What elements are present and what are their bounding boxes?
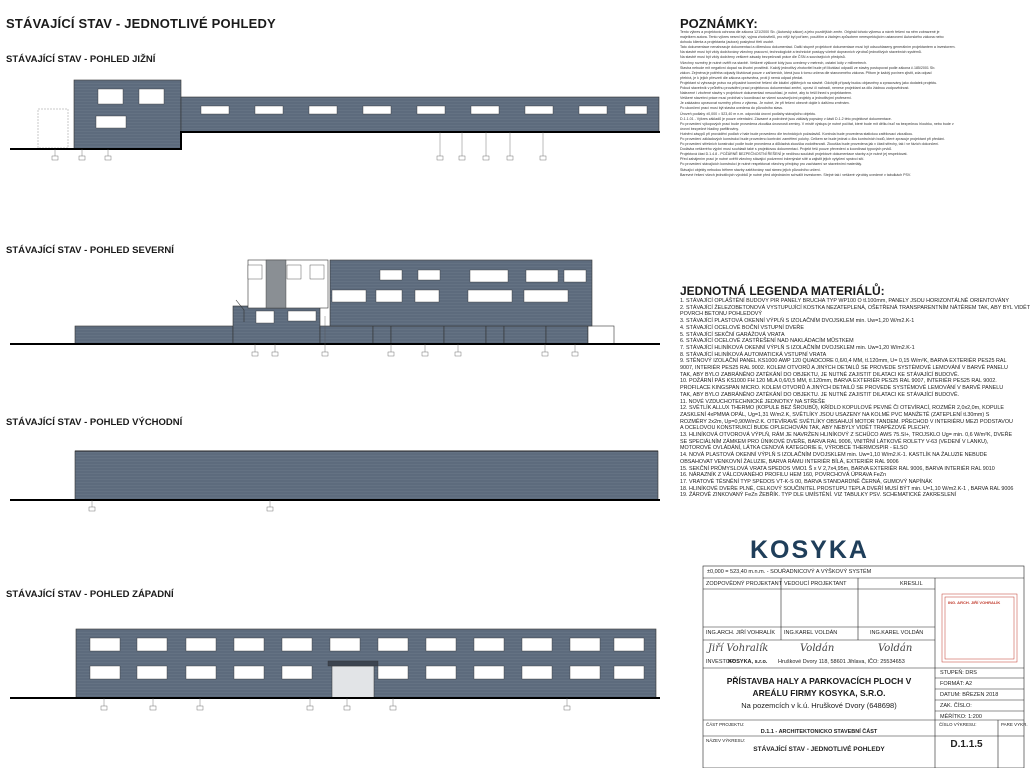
note-item: dohodu klienta a projektanta (autora) poskytnut třetí osobě. (680, 40, 775, 45)
note-item: Barevné řešení všech jednotlivých výrobků je nutné před objednáním schválit investorem. Stejné tak i veškeré výrobky uvedené v tabulkách PSV. (680, 172, 911, 177)
project-title-line-2: AREÁLU FIRMY KOSYKA, S.R.O. (752, 688, 886, 698)
note-item: Pokud stavebník v průběhu provádění prací projektovou dokumentaci změní, upraví či nahradí, nenese projektant za dílo žádnou zodpovědnost. (680, 86, 910, 91)
notes-title: POZNÁMKY: (680, 16, 758, 31)
sheet-title: STÁVAJÍCÍ STAV - JEDNOTLIVÉ POHLEDY (753, 746, 885, 753)
investor-label: INVESTOR: (706, 659, 736, 665)
drawing-number-label: ČÍSLO VÝKRESU: (939, 722, 977, 727)
note-item: Po ukončení prací musí být stavba uvedena do původního stavu. (680, 106, 784, 111)
legend-item: 11. NOVÉ VZDUCHOTECHNICKÉ JEDNOTKY NA STŘEŠE (680, 398, 826, 405)
date: DATUM: BŘEZEN 2018 (940, 692, 999, 698)
col1-header: ZODPOVĚDNÝ PROJEKTANT (706, 581, 782, 587)
legend-item: PROFILACE KINGSPAN MICRO. KOLEM OTVORŮ A JINÝCH DETAILŮ SE PROVEDE SYSTÉMOVÉ LEMOVÁNÍ V BARVĚ PANELU (680, 385, 1004, 392)
legend-item: MOTOROVÉ OVLÁDÁNÍ, LÁTKA CENOVÁ KATEGORIE E, VÝROBCE THERMOSPIR - ELSO (680, 445, 908, 452)
part-value: D.1.1 - ARCHITEKTONICKO STAVEBNÍ ČÁST (760, 729, 878, 735)
investor-name: KOSYKA, s.r.o. (728, 659, 768, 665)
note-item: Po provedení výkopových prací bude provedena zkouška únosnosti zeminy. V místě výstupu je nutné počítat, které bude mít dělku buď na bezpečnou hloubku, nebo bude v (680, 121, 954, 126)
west-elevation (10, 629, 660, 710)
legend-item: 7. STÁVAJÍCÍ HLINÍKOVÁ OKENNÍ VÝPLŇ S IZOLAČNÍM DVOJSKLEM min. Uw=1,20 W/m2.K-1 (680, 344, 915, 351)
note-item: Stavba nebude mít negativní dopad na životní prostředí. Každý jednotlivý zhotovitel bude při likvidaci odpadů ze stavby postupovat podle zákona č.185/2001 Sb. (680, 65, 936, 70)
legend-item: 10. POŽÁRNÍ PÁS KS1000 FH 120 MLA 0,6/0,5 MM, tl.120mm, BARVA EXTERIÉR PES25 RAL 9007, INTERIÉR PES25 RAL 9002. (680, 378, 997, 385)
view-title-north: STÁVAJÍCÍ STAV - POHLED SEVERNÍ (6, 245, 174, 256)
note-item: D.1.1.01 - Výkres základů je pouze orientační. Závazné a podrobné jsou základy popsány v části D.1.2 této projektové dokumentace. (680, 116, 892, 121)
col3-header: KRESLIL (900, 581, 923, 587)
note-item: Po provedení stávajících konstrukcí je nutné respektovat všechny předpisy pro zacházení se stavebními materiály. (680, 162, 862, 167)
legend-item: A OCELOVOU KONSTRUKCÍ BUDE OPLECHOVÁN TAK, ABY NEBYLY VIDĚT TRAPÉZOVÉ PLECHY. (680, 425, 930, 432)
legend-item: ZASKLENÍ 4xPMMA OPÁL, Ug=1,31 W/m2.K, SVĚTLÍKY JSOU USAZENY NA KOLMÉ PVC MANŽETĚ (ZATEPLENÍ tl.30mm) S (680, 411, 990, 418)
legend-item: OBSAHOVAT VENKOVNÍ ŽALUZIE, BARVA RÁMU INTERIÉR BÍLÁ, EXTERIÉR RAL 9006 (680, 458, 899, 465)
north-elevation (10, 260, 660, 356)
east-elevation (10, 451, 660, 511)
legend-item: ROZMĚRY 2x2m, Up=0,90W/m2.K. OTEVÍRAVÉ SVĚTLÍKY OBSAHUJÍ MOTOR TANDEM. PŘECHOD V INTERIÉRU MEZI PODSTAVOU (680, 418, 1013, 425)
scale: MĚŘÍTKO: 1:200 (940, 714, 982, 720)
legend-item: SE SPECIÁLNÍM ZÁMKEM PRO ÚNIKOVÉ DVEŘE, BARVA RAL 9006, VNITŘNÍ LÁTKOVÉ ROLETY V-63 (VEDENÍ V LANKU), (680, 438, 989, 445)
note-item: Je zakázáno upravovat rozměry přímo z výkresu. Je nutné, že při řešení obecně dojde k dalšímu změnám. (680, 101, 850, 106)
part-label: ČÁST PROJEKTU: (706, 722, 745, 727)
legend-item: 13. HLINÍKOVÁ OTVOROVÁ VÝPLŇ, RÁM JE NAVRŽEN HLINÍKOVÝ Z SCHÜCO AWS 75.SI+, TROJSKLO Ug= min. 0,6 W/m²K, DVEŘE (680, 432, 1013, 439)
legend-item: 9. STĚNOVÝ IZOLAČNÍ PANEL KS1000 AWP 120 QUADCORE 0,6/0,4 MM, tl.120mm, U= 0,15 W/m²K, BARVA EXTERIÉR PES25 RAL (680, 358, 1007, 365)
legend-item: TAK, ABY BYLO ZABRÁNĚNO ZATÉKÁNÍ DO OBJEKTU. JE NUTNÉ ZAJISTIT DILATACI KE STÁVAJÍCÍ BUDOVĚ. (680, 391, 960, 398)
note-item: Stávající objekty nebudou během stavby zatěžovány nad rámec jejich původního určení. (680, 167, 821, 172)
note-item: Před zahájením prací je nutné ověřit všechny stávající podzemní inženýrské sítě a zajistit jejich vytyčení správci sítí. (680, 157, 865, 162)
legend-item: 4. STÁVAJÍCÍ OCELOVÉ BOČNÍ VSTUPNÍ DVEŘE (680, 324, 804, 331)
legend-item: 18. HLINÍKOVÉ DVEŘE PLNÉ, CELKOVÝ SOUČINITEL PROSTUPU TEPLA DVEŘÍ MUSÍ BÝT min. U=1,10 W/m2.K-1 , BARVA RAL 9006 (680, 485, 1014, 492)
note-item: Tento výkres a projektová ochrana dle zákona 121/2000 Sb. (Autorský zákon) a jeho pozdějších změn. Originál tohoto výkresu a návrh řešení na něm zobrazené je (680, 30, 940, 34)
col2-header: VEDOUCÍ PROJEKTANT (784, 581, 847, 587)
legend-item: 8. STÁVAJÍCÍ HLINÍKOVÁ AUTOMATICKÁ VSTUPNÍ VRATA (680, 351, 827, 358)
legend-title: JEDNOTNÁ LEGENDA MATERIÁLŮ: (680, 284, 885, 298)
note-item: Po provedení základových konstrukcí bude provedeno kontrolní zaměření polohy. Celkem se bude jednat o 4ks kontrolních bodů, které zpracuje projektant při předání. (680, 136, 946, 141)
note-item: Projektant si vyhrazuje právo na případné konečné řešení dle lokální zjištěných na stavbě. Odchýlit případy budou objasněny a zpracovány jako dodatek projektu. (680, 80, 938, 85)
lead-designer-name: ING.KAREL VOLDÁN (784, 630, 838, 636)
legend-item: 15. SEKČNÍ PRŮMYSLOVÁ VRATA SPEDOS VMO1 Š x V 2,7x4,95m, BARVA EXTERIÉR RAL 9006, BARVA INTERIÉR RAL 9010 (680, 465, 995, 472)
legend-item: 5. STÁVAJÍCÍ SEKČNÍ GARÁŽOVÁ VRATA (680, 331, 785, 338)
sheet-label: NÁZEV VÝKRESU: (706, 738, 746, 743)
project-title-line-1: PŘÍSTAVBA HALY A PARKOVACÍCH PLOCH V (726, 676, 912, 686)
note-item: Dodávka veškerého výplní musí souhlasit také s projektovou dokumentací. Projekt řeší pouze převedení a koordinaci typových prvků. (680, 147, 893, 152)
view-title-west: STÁVAJÍCÍ STAV - POHLED ZÁPADNÍ (6, 589, 174, 600)
note-item: Hutnění zásypů při provádění podlah v hale bude provedeno dle technických požadavků. Kontrola bude provedena statickou zatěžovací zkouškou. (680, 131, 914, 136)
stage: STUPEŇ: DRS (940, 670, 977, 676)
note-item: Na stavbě musí být vždy dodrženy veškeré zásady bezpečnosti práce dle ČSN a souvisejících předpisů. (680, 55, 846, 60)
authorization-stamp: ING. ARCH. JIŘÍ VOHRALÍK (948, 600, 1001, 605)
legend-item: 3. STÁVAJÍCÍ PLASTOVÁ OKENNÍ VÝPLŇ S IZOLAČNÍM DVOJSKLEM min. Uw=1,20 W/m2.K-1 (680, 318, 915, 325)
view-title-east: STÁVAJÍCÍ STAV - POHLED VÝCHODNÍ (6, 417, 183, 428)
note-item: Nalezené i zbořené stavby v projektové dokumentaci nesouhlasí, je nutné, aby to řešil ihned s projektantem. (680, 91, 852, 96)
note-item: majetkem autora. Tento výkres nesmí být, vyjma zhotovitelů, pro nějž byl pořízen, použitím a žádným způsobem nerespektujícím ustanovení Autorského zákona nebo (680, 35, 944, 40)
note-item: úrovni bezpečné hladiny parfiltroviny. (680, 126, 739, 131)
legend-item: 17. VRATOVÉ TĚSNĚNÍ TYP SPEDOS VT-K-S 00, BARVA STANDARDNĚ ČERNÁ, GUMOVÝ NAPÍNÁK (680, 478, 933, 485)
legend-item: 19. ŽÁROVĚ ZINKOVANÝ FeZn ŽEBŘÍK. TYP DLE UMÍSTĚNÍ. VIZ TABULKY PSV. SCHEMATICKÉ ZAKRESLENÍ (680, 492, 957, 499)
legend-item: 6. STÁVAJÍCÍ OCELOVÉ ZASTŘEŠENÍ NAD NAKLÁDACÍM MŮSTKEM (680, 338, 854, 345)
signature-2: Voldán (800, 643, 835, 654)
legend-item: 16. NÁRAZNÍK Z VÁLCOVANÉHO PROFILU HEM 160, POVRCHOVÁ ÚPRAVA FeZn (680, 472, 887, 479)
legend-item: TAK, ABY BYLO ZABRÁNĚNO ZATÉKÁNÍ DO OBJEKTU, JE NUTNÉ ZAJISTIT DILATACI KE STÁVAJÍCÍ BUDOVĚ. (680, 371, 960, 378)
legend-item: 2. STÁVAJÍCÍ ŽELEZOBETONOVÁ VYSTUPUJÍCÍ KOSTKA NEZATEPLENÁ, OŠETŘENÁ TRANSPARENTNÍM NÁTĚREM TAK, ABY BYL VIDĚT (680, 304, 1030, 311)
legend-item: 9007, INTERIÉR PES25 RAL 9002. KOLEM OTVORŮ A JINÝCH DETAILŮ SE PROVEDE SYSTÉMOVÉ LEMOVÁNÍ V BARVĚ PANELU (680, 365, 1008, 372)
legend-item: 12. SVĚTLÍK ALLUX THERMO (KOPULE BEZ ŠROUBŮ), KŘÍDLO KOPULOVÉ PEVNÉ ČI OTEVÍRACÍ, ROZMĚR 2,0x2,0m, KOPULE (680, 405, 1005, 412)
drawing-number: D.1.1.5 (950, 739, 983, 750)
note-item: přebírá, je k jejich převzetí dle zákona oprávněna, proti ji nemá odpad předat. (680, 75, 804, 80)
note-item: Po provedení střešních konstrukcí podle bude provedena a důkladná zkouška vodotěsnosti. Zkouška bude provedena jak v části střechy, tak i ve fázích dokončení. (680, 142, 940, 147)
note-item: Na stavbě musí být vždy dodržovány všechny pracovní, technologické a technické postupy včetně dopravních výrobců jednotlivých stavebních systémů. (680, 50, 922, 55)
notes-list (680, 30, 1024, 178)
south-elevation (10, 80, 660, 160)
note-item: Úroveň podlahy ±0,000 = 523,40 m n.m. odpovídá úrovni podlahy stávajícího objektu. (680, 111, 817, 116)
note-item: Veškeré stavební práce musí probíhat v koordinaci se všemi souvisejícími projekty a jednotlivými profesemi. (680, 96, 852, 101)
note-item: Tato dokumentace nenahrazuje dokumentaci a dílenskou dokumentaci. Další stupně projektové dokumentace musí být odsouhlaseny generálním projektantem a investorem. (680, 45, 956, 50)
drawing-title: STÁVAJÍCÍ STAV - JEDNOTLIVÉ POHLEDY (6, 16, 276, 31)
company-logo: KOSYKA (750, 536, 869, 564)
signature-3: Voldán (878, 643, 913, 654)
drafter-name: ING.KAREL VOLDÁN (870, 630, 924, 636)
format: FORMÁT: A2 (940, 681, 973, 687)
page-label: PARE VYKR. (1001, 722, 1028, 727)
note-item: Projektová část D.1.4.8 - POŽÁRNĚ BEZPEČNOSTNÍ ŘEŠENÍ je nedílnou součástí projektové dokumentace stavby a je nutné jej respektovat. (680, 152, 908, 157)
job-number: ZAK. ČÍSLO: (940, 703, 972, 709)
legend-list (680, 298, 1030, 499)
note-item: Všechny rozměry je nutné ověřit na stavbě. Veškeré výškové kóty jsou uvedeny v metrech, ostatní kóty v milimetrech. (680, 60, 867, 65)
note-item: zákon. Zejména je potřeba odpady likvidovat pouze v zařízeních, která jsou k tomu určena dle stanoveného zákona. Přitom je každý povinen zjistit, zda odpad (680, 70, 932, 75)
datum-line: ±0,000 = 523,40 m.n.m. - SOUŘADNICOVÝ A VÝŠKOVÝ SYSTÉM (707, 569, 872, 575)
legend-item: 1. STÁVAJÍCÍ OPLÁŠTĚNÍ BUDOVY PIR PANELY BRUCHA TYP WP100 O tl.100mm, PANELY JSOU HORIZONTÁLNĚ ORIENTOVÁNY (680, 298, 1010, 304)
responsible-designer-name: ING.ARCH. JIŘÍ VOHRALÍK (706, 630, 776, 636)
signature-1: Jiří Vohralík (708, 643, 769, 654)
legend-item: POVRCH BETONU POHLEDOVÝ (680, 311, 762, 318)
view-title-south: STÁVAJÍCÍ STAV - POHLED JIŽNÍ (6, 54, 156, 65)
project-location: Na pozemcích v k.ú. Hruškové Dvory (648698) (741, 701, 897, 710)
legend-item: 14. NOVÁ PLASTOVÁ OKENNÍ VÝPLŇ S IZOLAČNÍM DVOJSKLEM min. Uw=1,10 W/m2.K-1. KASTLÍK NA ŽALUZIE NEBUDE (680, 452, 988, 459)
investor-address: Hruškové Dvory 118, 58601 Jihlava, IČO: 25534653 (778, 659, 905, 665)
